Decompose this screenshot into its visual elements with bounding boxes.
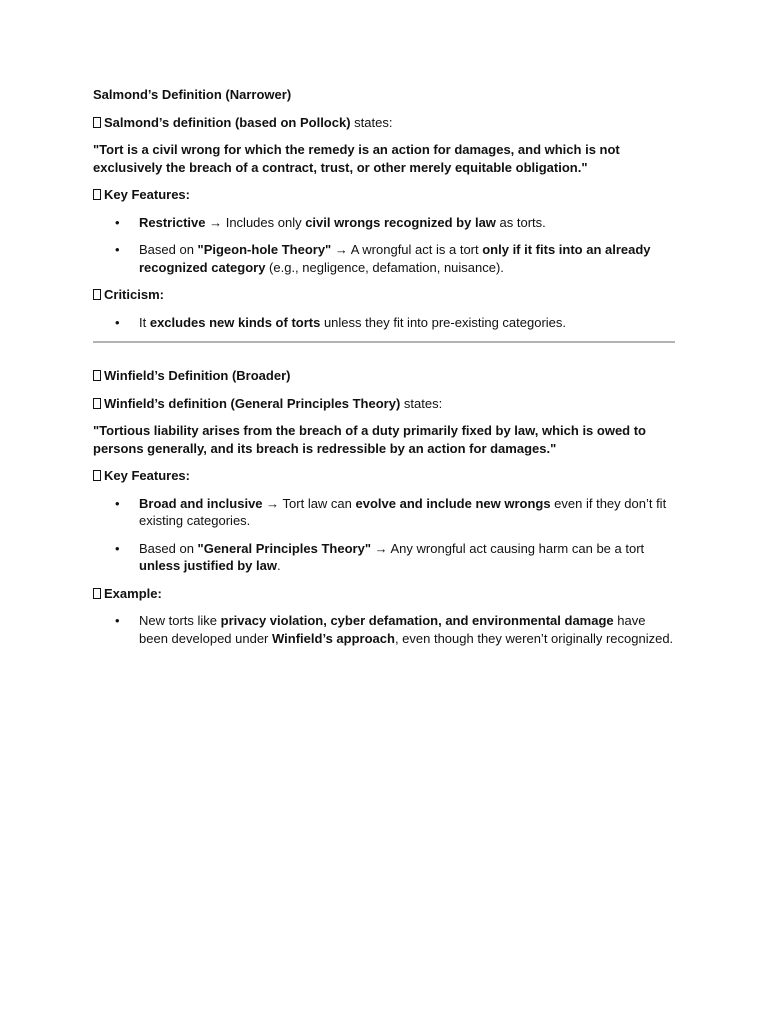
winfield-features-list	[93, 495, 675, 575]
list-item: • Based on "General Principles Theory" → Any wrongful act causing harm can be a tort unless justified by law.	[115, 540, 645, 573]
winfield-example-list	[93, 612, 675, 647]
missing-glyph-icon	[93, 588, 101, 599]
missing-glyph-icon	[93, 117, 101, 128]
winfield-key-features-label: Key Features:	[93, 467, 675, 485]
salmond-criticism-label: Criticism:	[93, 286, 675, 304]
bullet-icon: •	[115, 214, 120, 230]
bullet-icon: •	[115, 242, 120, 257]
list-item: • New torts like privacy violation, cyber defamation, and environmental damage have been developed under Winfield’s approach, even though they weren’t originally recognized.	[115, 613, 674, 646]
salmond-heading: Salmond’s Definition (Narrower)	[93, 87, 292, 102]
missing-glyph-icon	[93, 189, 101, 200]
missing-glyph-icon	[93, 370, 101, 381]
salmond-features-list	[93, 214, 675, 277]
section-divider	[93, 341, 675, 343]
bullet-icon: •	[115, 613, 120, 628]
bullet-icon: •	[115, 540, 120, 556]
document-page	[93, 86, 675, 657]
missing-glyph-icon	[93, 398, 101, 409]
salmond-definition-intro: Salmond’s definition (based on Pollock) states:	[93, 114, 675, 132]
list-item: • Broad and inclusive → Tort law can evolve and include new wrongs even if they don’t fit existing categories.	[115, 495, 667, 528]
missing-glyph-icon	[93, 470, 101, 481]
list-item: • Restrictive → Includes only civil wrongs recognized by law as torts.	[115, 214, 546, 230]
bullet-icon: •	[115, 314, 120, 330]
salmond-quote: "Tort is a civil wrong for which the remedy is an action for damages, and which is not exclusively the breach of a contract, trust, or other merely equitable obligation."	[93, 142, 620, 175]
salmond-criticism-list	[93, 314, 675, 332]
missing-glyph-icon	[93, 289, 101, 300]
winfield-definition-intro: Winfield’s definition (General Principles Theory) states:	[93, 395, 675, 413]
winfield-quote: "Tortious liability arises from the breach of a duty primarily fixed by law, which is owed to persons generally, and its breach is redressible by an action for damages."	[93, 423, 647, 456]
salmond-key-features-label: Key Features:	[93, 186, 675, 204]
list-item: • It excludes new kinds of torts unless they fit into pre-existing categories.	[115, 314, 567, 330]
list-item: • Based on "Pigeon-hole Theory" → A wrongful act is a tort only if it fits into an already recognized category (e.g., negligence, defamation, nuisance).	[115, 242, 651, 275]
winfield-heading: Winfield’s Definition (Broader)	[93, 367, 675, 385]
winfield-example-label: Example:	[93, 585, 675, 603]
bullet-icon: •	[115, 495, 120, 511]
